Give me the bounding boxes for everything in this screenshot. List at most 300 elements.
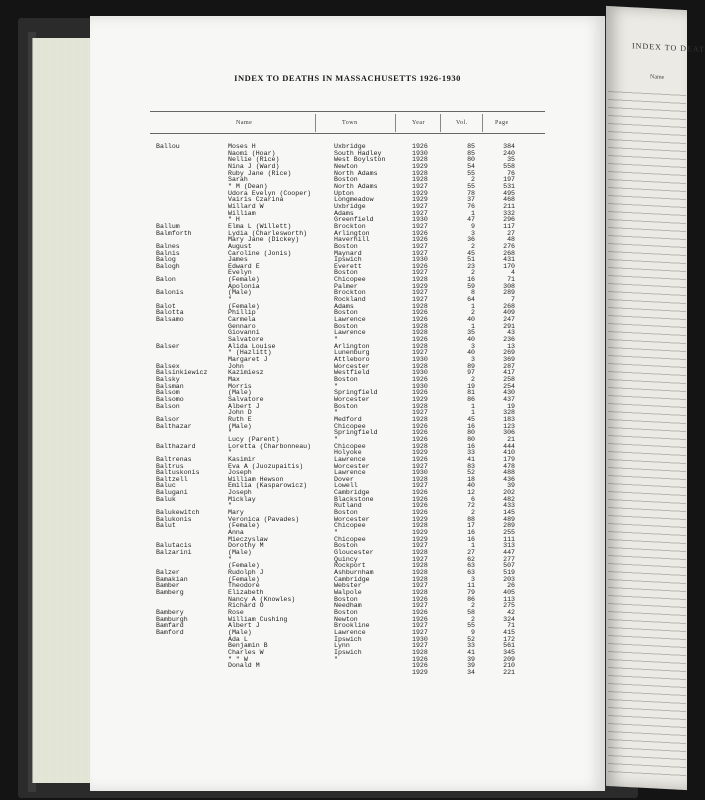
- entry-page-number: 308: [503, 282, 515, 290]
- entry-page-number: 369: [503, 356, 515, 363]
- entry-page-number: 197: [503, 176, 515, 184]
- entry-town: Chicopee: [334, 422, 366, 430]
- entry-volume: 34: [467, 668, 475, 676]
- entry-given-name: " H: [228, 216, 240, 224]
- entry-given-name: William Hewson: [228, 475, 284, 483]
- entry-year: 1928: [412, 276, 428, 284]
- entry-given-name: Donald M: [228, 662, 260, 670]
- entry-year: 1927: [412, 182, 428, 190]
- entry-town: Blackstone: [334, 495, 374, 503]
- entry-page-number: 430: [503, 389, 515, 397]
- entry-town: Greenfield: [334, 216, 374, 224]
- entry-year: 1930: [412, 382, 428, 390]
- entry-page-number: 437: [503, 395, 515, 403]
- entry-volume: 1: [471, 209, 475, 217]
- entry-given-name: (Female): [228, 276, 260, 284]
- entry-year: 1927: [412, 622, 428, 630]
- entry-town: Haverhill: [334, 236, 370, 244]
- entry-given-name: Ruth E: [228, 415, 252, 423]
- entry-year: 1930: [412, 256, 428, 264]
- entry-town: Lowell: [334, 482, 358, 490]
- entry-given-name: Vairis Czarina: [228, 196, 284, 204]
- entry-given-name: Loretta (Charbonneau): [228, 442, 312, 450]
- entry-year: 1926: [412, 262, 428, 270]
- entry-page-number: 482: [503, 495, 515, 503]
- entry-given-name: Edward E: [228, 262, 260, 270]
- entry-year: 1929: [412, 395, 428, 403]
- entry-year: 1927: [412, 289, 428, 297]
- entry-volume: 27: [467, 549, 475, 557]
- entry-town: Upton: [334, 189, 354, 197]
- entry-town: Westfield: [334, 369, 370, 377]
- entry-volume: 33: [467, 642, 475, 650]
- entry-page-number: 345: [503, 648, 515, 656]
- entry-page-number: 507: [503, 562, 515, 570]
- entry-page-number: 202: [503, 489, 515, 497]
- entry-page-number: 179: [503, 455, 515, 463]
- entry-page-number: 495: [503, 189, 515, 197]
- entry-year: 1928: [412, 169, 428, 177]
- entry-year: 1926: [412, 455, 428, 463]
- entry-volume: 2: [471, 615, 475, 623]
- entry-given-name: Theodore: [228, 582, 260, 590]
- column-header-town: Town: [342, 120, 358, 126]
- entry-surname: Balsor: [156, 415, 180, 423]
- entry-given-name: Carmela: [228, 316, 256, 324]
- entry-year: 1928: [412, 549, 428, 557]
- entry-surname: Balnes: [156, 242, 180, 250]
- entry-town: ": [334, 655, 338, 663]
- entry-year: 1926: [412, 143, 428, 150]
- entry-given-name: Udora Evelyn (Cooper): [228, 189, 312, 197]
- entry-town: Palmer: [334, 282, 358, 290]
- entry-given-name: Morris: [228, 382, 252, 390]
- entry-year: 1928: [412, 176, 428, 184]
- entry-page-number: 117: [503, 222, 515, 230]
- entry-year: 1926: [412, 309, 428, 317]
- entry-year: 1927: [412, 482, 428, 490]
- entry-volume: 81: [467, 389, 475, 397]
- entry-town: Lunenburg: [334, 349, 370, 357]
- entry-town: ": [334, 382, 338, 390]
- entry-given-name: (Female): [228, 302, 260, 310]
- entry-page-number: 268: [503, 249, 515, 257]
- entry-page-number: 111: [503, 535, 515, 543]
- entry-volume: 85: [467, 143, 475, 150]
- entry-given-name: (Female): [228, 522, 260, 530]
- entry-town: Ashburnham: [334, 569, 374, 576]
- entry-page-number: 276: [503, 242, 515, 250]
- entry-volume: 97: [467, 369, 475, 377]
- index-entry-row: [90, 657, 605, 664]
- entry-year: 1929: [412, 449, 428, 457]
- entry-surname: Bamber: [156, 582, 180, 590]
- entry-surname: Balogh: [156, 262, 180, 270]
- entry-year: 1927: [412, 582, 428, 590]
- entry-year: 1927: [412, 222, 428, 230]
- entry-year: 1930: [412, 356, 428, 363]
- entry-town: Boston: [334, 608, 358, 616]
- entry-town: Lawrence: [334, 455, 366, 463]
- entry-given-name: Albert J: [228, 622, 260, 630]
- entry-year: 1927: [412, 202, 428, 210]
- entry-given-name: Emilia (Kasparowicz): [228, 482, 308, 490]
- entry-town: ": [334, 529, 338, 537]
- entry-given-name: Nancy A (Knowles): [228, 595, 296, 603]
- entry-page-number: 43: [507, 329, 515, 337]
- entry-page-number: 236: [503, 336, 515, 344]
- entry-given-name: Rose: [228, 608, 244, 616]
- entry-given-name: Veronica (Pavades): [228, 515, 300, 523]
- entry-given-name: (Female): [228, 562, 260, 570]
- entry-volume: 63: [467, 562, 475, 570]
- entry-town: Worcester: [334, 395, 370, 403]
- entry-year: 1928: [412, 562, 428, 570]
- entry-volume: 40: [467, 316, 475, 324]
- entry-year: 1927: [412, 349, 428, 357]
- entry-town: Dover: [334, 475, 354, 483]
- entry-town: Boston: [334, 269, 358, 277]
- entry-year: 1926: [412, 662, 428, 670]
- entry-page-number: 203: [503, 575, 515, 583]
- entry-town: Uxbridge: [334, 202, 366, 210]
- entry-page-number: 431: [503, 256, 515, 264]
- entry-year: 1927: [412, 542, 428, 550]
- entry-surname: Balsky: [156, 375, 180, 383]
- index-entry-row: [90, 650, 605, 657]
- column-header-page: Page: [495, 120, 509, 126]
- entry-page-number: 436: [503, 475, 515, 483]
- entry-surname: Balsomo: [156, 395, 184, 403]
- entry-surname: Balot: [156, 302, 176, 310]
- entry-town: Boston: [334, 309, 358, 317]
- entry-page-number: 519: [503, 569, 515, 576]
- entry-surname: Baluk: [156, 495, 176, 503]
- entry-town: Boston: [334, 176, 358, 184]
- entry-town: Newton: [334, 615, 358, 623]
- entry-surname: Balut: [156, 522, 176, 530]
- entry-volume: 16: [467, 422, 475, 430]
- entry-town: Lawrence: [334, 329, 366, 337]
- entry-page-number: 21: [507, 435, 515, 443]
- entry-given-name: Ruby Jane (Rice): [228, 169, 292, 177]
- entry-page-number: 275: [503, 602, 515, 610]
- entry-page-number: 478: [503, 462, 515, 470]
- entry-town: Brockton: [334, 289, 366, 297]
- entry-given-name: Willard W: [228, 202, 264, 210]
- entry-year: 1927: [412, 462, 428, 470]
- entry-volume: 3: [471, 229, 475, 237]
- entry-page-number: 324: [503, 615, 515, 623]
- entry-town: Arlington: [334, 342, 370, 350]
- entry-year: 1926: [412, 375, 428, 383]
- entry-volume: 55: [467, 169, 475, 177]
- header-divider: [440, 114, 441, 132]
- entry-volume: 2: [471, 509, 475, 517]
- entry-given-name: Salvatore: [228, 336, 264, 344]
- entry-given-name: Richard O: [228, 602, 264, 610]
- entry-page-number: 35: [507, 156, 515, 164]
- entry-surname: Balutacis: [156, 542, 192, 550]
- entry-year: 1927: [412, 409, 428, 417]
- entry-volume: 9: [471, 628, 475, 636]
- entry-surname: Baltrus: [156, 462, 184, 470]
- entry-given-name: Ada L: [228, 635, 248, 643]
- entry-given-name: Joseph: [228, 469, 252, 477]
- entry-volume: 80: [467, 156, 475, 164]
- entry-page-number: 296: [503, 216, 515, 224]
- entry-year: 1930: [412, 216, 428, 224]
- entry-volume: 59: [467, 282, 475, 290]
- entry-page-number: 42: [507, 608, 515, 616]
- entry-surname: Balotta: [156, 309, 184, 317]
- entry-town: Medford: [334, 415, 362, 423]
- entry-volume: 86: [467, 595, 475, 603]
- entry-year: 1928: [412, 415, 428, 423]
- entry-year: 1928: [412, 588, 428, 596]
- entry-page-number: 247: [503, 316, 515, 324]
- entry-year: 1930: [412, 369, 428, 377]
- entry-town: ": [334, 435, 338, 443]
- entry-volume: 83: [467, 462, 475, 470]
- entry-town: ": [334, 409, 338, 417]
- entry-year: 1930: [412, 469, 428, 477]
- entry-volume: 12: [467, 489, 475, 497]
- entry-surname: Balzarini: [156, 549, 192, 557]
- entry-volume: 17: [467, 522, 475, 530]
- header-rule-bottom: [150, 133, 545, 134]
- entry-year: 1930: [412, 149, 428, 157]
- entry-given-name: " (Hazlitt): [228, 349, 272, 357]
- entry-town: Ipswich: [334, 648, 362, 656]
- entry-town: Rutland: [334, 502, 362, 510]
- entry-year: 1926: [412, 502, 428, 510]
- entry-town: Worcester: [334, 462, 370, 470]
- entry-surname: Baltrenas: [156, 455, 192, 463]
- entry-page-number: 240: [503, 149, 515, 157]
- entry-surname: Balzer: [156, 569, 180, 576]
- entry-year: 1928: [412, 475, 428, 483]
- entry-town: Quincy: [334, 555, 358, 563]
- entry-given-name: Rudolph J: [228, 569, 264, 576]
- entry-page-number: 328: [503, 409, 515, 417]
- entry-page-number: 71: [507, 622, 515, 630]
- entry-town: Chicopee: [334, 522, 366, 530]
- entry-page-number: 221: [503, 668, 515, 676]
- entry-town: Everett: [334, 262, 362, 270]
- entry-volume: 9: [471, 222, 475, 230]
- entry-surname: Bamford: [156, 628, 184, 636]
- entry-given-name: Mary Jane (Dickey): [228, 236, 300, 244]
- entry-page-number: 433: [503, 502, 515, 510]
- entry-town: Maynard: [334, 249, 362, 257]
- entry-given-name: Dorothy M: [228, 542, 264, 550]
- entry-given-name: Charles W: [228, 648, 264, 656]
- entry-given-name: ": [228, 555, 232, 563]
- entry-town: Lawrence: [334, 469, 366, 477]
- entry-volume: 1: [471, 409, 475, 417]
- entry-page-number: 183: [503, 415, 515, 423]
- entry-given-name: Alida Louise: [228, 342, 276, 350]
- entry-volume: 58: [467, 608, 475, 616]
- entry-volume: 37: [467, 196, 475, 204]
- entry-year: 1928: [412, 156, 428, 164]
- entry-page-number: 405: [503, 588, 515, 596]
- entry-page-number: 332: [503, 209, 515, 217]
- facing-page: [606, 6, 705, 790]
- entry-year: 1929: [412, 189, 428, 197]
- entry-town: Gloucester: [334, 549, 374, 557]
- entry-town: Brockton: [334, 222, 366, 230]
- index-entry-row: [90, 430, 605, 437]
- entry-given-name: Evelyn: [228, 269, 252, 277]
- entry-town: Boston: [334, 542, 358, 550]
- entry-volume: 16: [467, 529, 475, 537]
- entry-town: Springfield: [334, 389, 378, 397]
- entry-town: Cambridge: [334, 575, 370, 583]
- entry-volume: 1: [471, 302, 475, 310]
- entry-year: 1930: [412, 635, 428, 643]
- entry-volume: 79: [467, 588, 475, 596]
- entry-town: North Adams: [334, 182, 378, 190]
- entry-page-number: 417: [503, 369, 515, 377]
- entry-town: Boston: [334, 509, 358, 517]
- entry-page-number: 170: [503, 262, 515, 270]
- entry-town: Brookline: [334, 622, 370, 630]
- entry-volume: 36: [467, 236, 475, 244]
- entry-year: 1929: [412, 529, 428, 537]
- entry-town: Ipswich: [334, 256, 362, 264]
- entry-surname: Baluc: [156, 482, 176, 490]
- header-divider: [395, 114, 396, 132]
- column-header-vol: Vol.: [456, 120, 468, 126]
- entry-volume: 2: [471, 176, 475, 184]
- entry-volume: 8: [471, 289, 475, 297]
- entry-page-number: 287: [503, 362, 515, 370]
- entry-surname: Balmforth: [156, 229, 192, 237]
- entry-town: Worcester: [334, 515, 370, 523]
- entry-surname: Bamfard: [156, 622, 184, 630]
- entry-volume: 1: [471, 542, 475, 550]
- entry-volume: 64: [467, 296, 475, 304]
- entry-given-name: " " W: [228, 655, 248, 663]
- entry-surname: Ballum: [156, 222, 180, 230]
- entry-volume: 45: [467, 249, 475, 257]
- entry-page-number: 258: [503, 375, 515, 383]
- entry-town: North Adams: [334, 169, 378, 177]
- entry-volume: 16: [467, 276, 475, 284]
- entry-town: Boston: [334, 595, 358, 603]
- entry-given-name: James: [228, 256, 248, 264]
- entry-page-number: 410: [503, 449, 515, 457]
- entry-year: 1927: [412, 209, 428, 217]
- entry-year: 1926: [412, 489, 428, 497]
- entry-volume: 19: [467, 382, 475, 390]
- entry-volume: 89: [467, 362, 475, 370]
- entry-volume: 2: [471, 269, 475, 277]
- entry-year: 1927: [412, 249, 428, 257]
- entry-surname: Balugani: [156, 489, 188, 497]
- page-edges: [32, 38, 93, 783]
- entry-town: Chicopee: [334, 535, 366, 543]
- entry-page-number: 19: [507, 402, 515, 410]
- entry-volume: 63: [467, 569, 475, 576]
- entry-year: 1926: [412, 389, 428, 397]
- entry-given-name: ": [228, 429, 232, 437]
- entry-volume: 55: [467, 622, 475, 630]
- entry-volume: 1: [471, 402, 475, 410]
- entry-year: 1928: [412, 302, 428, 310]
- entry-page-number: 289: [503, 289, 515, 297]
- entry-volume: 78: [467, 189, 475, 197]
- entry-town: Ipswich: [334, 635, 362, 643]
- entry-year: 1927: [412, 555, 428, 563]
- entry-given-name: Kasimir: [228, 455, 256, 463]
- entry-given-name: Giovanni: [228, 329, 260, 337]
- entry-page-number: 289: [503, 522, 515, 530]
- entry-volume: 41: [467, 648, 475, 656]
- entry-town: Cambridge: [334, 489, 370, 497]
- entry-given-name: ": [228, 502, 232, 510]
- entry-given-name: William: [228, 209, 256, 217]
- entry-volume: 3: [471, 356, 475, 363]
- entry-year: 1928: [412, 569, 428, 576]
- index-entry-row: [90, 330, 605, 337]
- entry-volume: 6: [471, 495, 475, 503]
- entry-given-name: Salvatore: [228, 395, 264, 403]
- entry-year: 1928: [412, 402, 428, 410]
- entry-given-name: John D: [228, 409, 252, 417]
- entry-page-number: 39: [507, 482, 515, 490]
- entry-given-name: Lydia (Charlesworth): [228, 229, 308, 237]
- entry-page-number: 71: [507, 276, 515, 284]
- entry-given-name: Anna: [228, 529, 244, 537]
- entry-volume: 16: [467, 442, 475, 450]
- entry-given-name: Micklay: [228, 495, 256, 503]
- header-divider: [315, 114, 316, 132]
- entry-surname: Balser: [156, 342, 180, 350]
- entry-given-name: Gennaro: [228, 322, 256, 330]
- entry-page-number: 123: [503, 422, 515, 430]
- entry-volume: 45: [467, 415, 475, 423]
- entry-town: Springfield: [334, 429, 378, 437]
- entry-page-number: 48: [507, 236, 515, 244]
- entry-surname: Balukewitch: [156, 509, 200, 517]
- entry-volume: 85: [467, 149, 475, 157]
- entry-given-name: Naomi (Hoar): [228, 149, 276, 157]
- entry-volume: 41: [467, 455, 475, 463]
- entry-given-name: John: [228, 362, 244, 370]
- entry-year: 1926: [412, 229, 428, 237]
- entry-given-name: Margaret J: [228, 356, 268, 363]
- entry-given-name: (Female): [228, 575, 260, 583]
- entry-town: Rockport: [334, 562, 366, 570]
- entry-volume: 80: [467, 435, 475, 443]
- entry-given-name: Sarah: [228, 176, 248, 184]
- entry-page-number: 27: [507, 229, 515, 237]
- entry-given-name: Lucy (Parent): [228, 435, 280, 443]
- entry-given-name: Caroline (Jonis): [228, 249, 292, 257]
- entry-given-name: (Male): [228, 422, 252, 430]
- entry-year: 1927: [412, 642, 428, 650]
- entry-page-number: 409: [503, 309, 515, 317]
- index-entries: [90, 144, 605, 677]
- entry-surname: Balsman: [156, 382, 184, 390]
- entry-volume: 40: [467, 349, 475, 357]
- entry-volume: 40: [467, 336, 475, 344]
- entry-volume: 62: [467, 555, 475, 563]
- entry-year: 1927: [412, 242, 428, 250]
